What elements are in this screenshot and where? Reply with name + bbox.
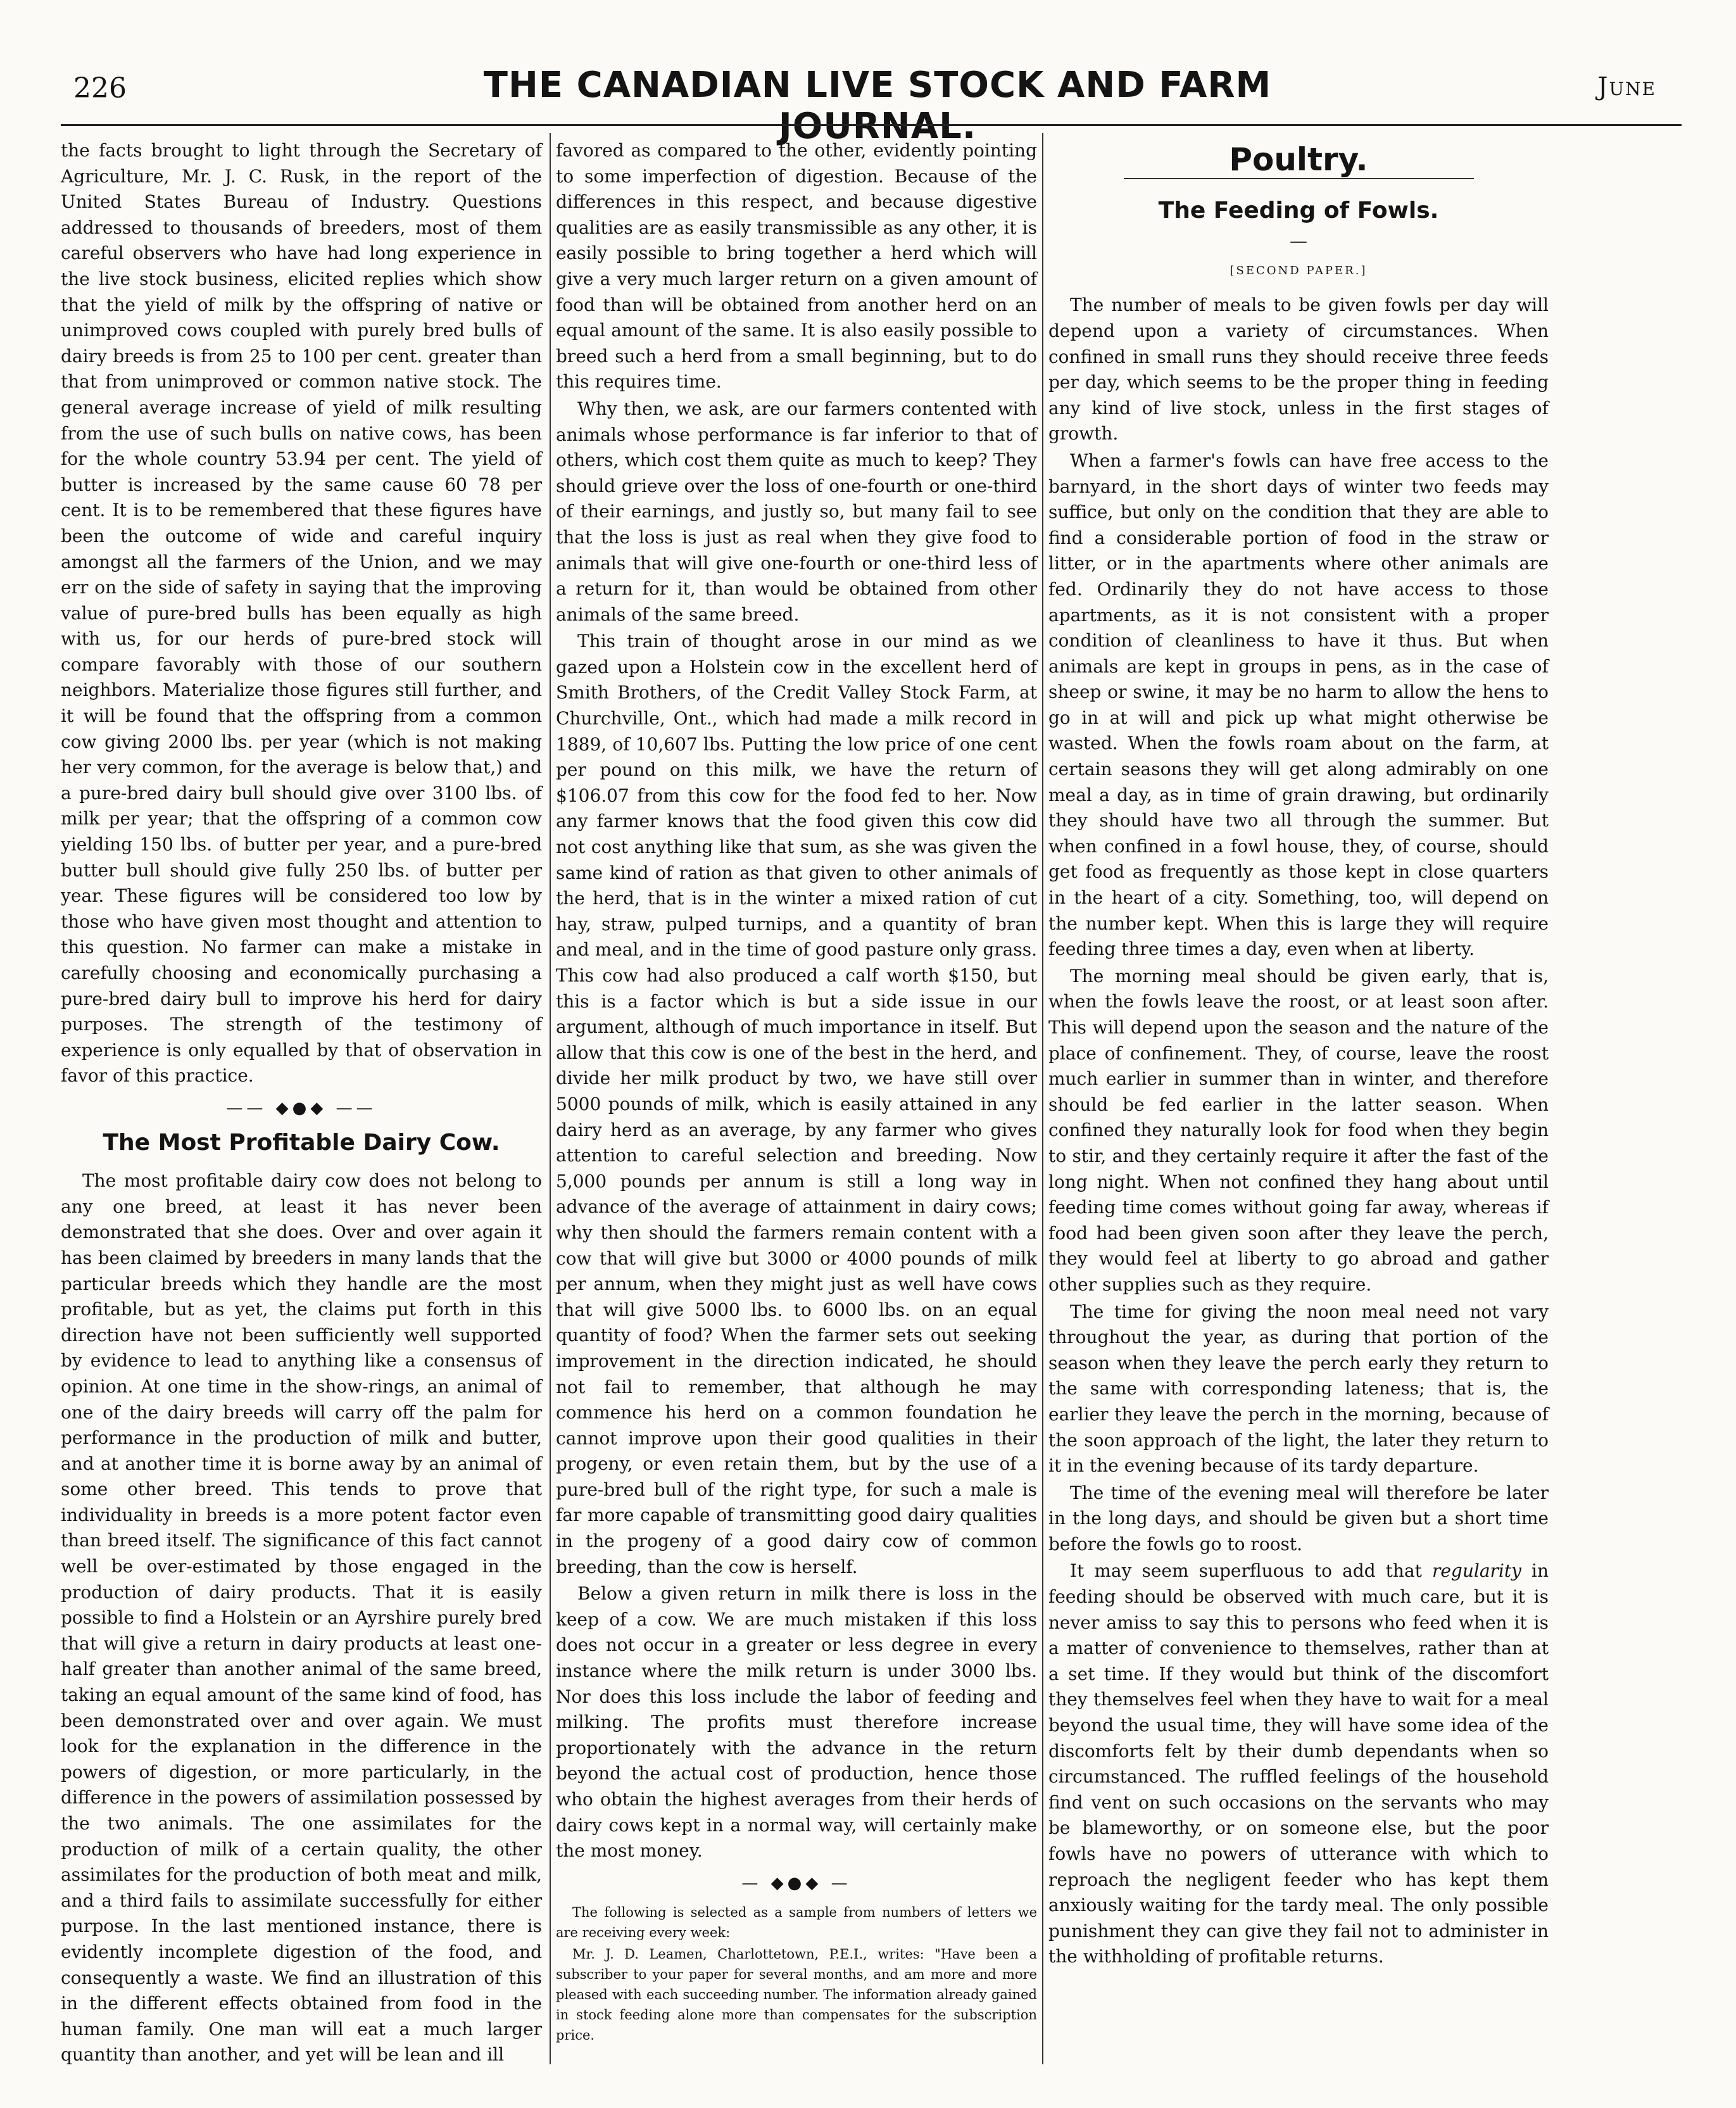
letters-section [556,1902,1037,2045]
column-left [61,138,542,2068]
paragraph: When a farmer's fowls can have free access to the barnyard, in the short days of winter two feeds may suffice, but only on the condition that they are able to find a considerable portion of food in the straw or litter, or in the apartments where other animals are fed. Ordinarily they do not have access to those apartments, as it is not consistent with a proper condition of cleanliness to have it thus. But when animals are kept in groups in pens, as in the case of sheep or swine, it may be no harm to allow the hens to go in at will and pick up what might otherwise be wasted. When the fowls roam about on the farm, at certain seasons they will get along admirably on one meal a day, as in time of grain drawing, but ordinarily they should have two all through the summer. But when confined in a fowl house, they, of course, should get food as frequently as those kept in close quarters in the heart of a city. Something, too, will depend on the number kept. When this is large they will require feeding three times a day, even when at liberty. [1048,450,1549,960]
issue-month: June [1597,72,1656,101]
paragraph: Why then, we ask, are our farmers contented with animals whose performance is far inferior to that of others, which cost them quite as much to keep? They should grieve over the loss of one-fourth or one-third of their earnings, and justly so, but many fail to see that the loss is just as real when they give food to animals that will give one-fourth or one-third less of a return for it, than would be obtained from other animals of the same breed. [556,398,1037,625]
paragraph: The most profitable dairy cow does not belong to any one breed, at least it has never been demonstrated that she does. Over and over again it has been claimed by breeders in many lands that the particular breeds which they handle are the most profitable, but as yet, the claims put forth in this direction have not been sufficiently well supported by evidence to lead to anything like a consensus of opinion. At one time in the show-rings, an animal of one of the dairy breeds will carry off the palm for performance in the production of milk and butter, and at another time it is borne away by an animal of some other breed. This tends to prove that individuality in breeds is a more potent factor even than breed itself. The significance of this fact cannot well be over-estimated by those engaged in the production of dairy products. That it is easily possible to find a Holstein or an Ayrshire purely bred that will give a return in dairy products at least one-half greater than another animal of the same breed, taking an equal amount of the same kind of food, has been demonstrated over and over again. We must look for the explanation in the difference in the powers of digestion, or more particularly, in the difference in the powers of assimilation possessed by the two animals. The one assimilates for the production of milk of a certain quality, the other assimilates for the production of both meat and milk, and a third fails to assimilate successfully for either purpose. In the last mentioned instance, there is evidently incomplete digestion of the food, and consequently a waste. We find an illustration of this in the different effects obtained from food in the human family. One man will eat a much larger quantity than another, and yet will be lean and ill [61,1170,542,2066]
paragraph: Below a given return in milk there is loss in the keep of a cow. We are much mistaken if this loss does not occur in a greater or less degree in every instance where the milk return is under 3000 lbs. Nor does this loss include the labor of feeding and milking. The profits must therefore increase proportionately with the advance in the return beyond the actual cost of production, hence those who obtain the highest averages from their herds of dairy cows kept in a normal way, will certainly make the most money. [556,1583,1037,1862]
paragraph: favored as compared to the other, evidently pointing to some imperfection of digestion. Because of the differences in this respect, and because digestive qualities are as easily transmissible as any other, it is easily possible to bring together a herd which will give a very much larger return on a given amount of food than will be obtained from another herd on an equal amount of the same. It is also easily possible to breed such a herd from a small beginning, but to do this requires time. [556,140,1037,393]
page-header [61,63,1682,147]
paragraph: The time of the evening meal will therefore be later in the long days, and should be given but a short time before the fowls go to roost. [1048,1482,1549,1555]
column-middle [556,138,1037,2045]
emphasis-regularity: regularity [1431,1560,1521,1582]
article-sub-label: [SECOND PAPER.] [1230,263,1368,277]
ornament-divider: —— ◆●◆ —— [226,1098,377,1118]
text-run: It may seem superfluous to add that [1070,1560,1432,1582]
article-heading-feeding-fowls: The Feeding of Fowls. [1158,197,1439,224]
column-divider [550,133,551,2064]
header-rule [61,124,1682,126]
ornament-divider: — ◆●◆ — [741,1873,852,1893]
paragraph: The morning meal should be given early, that is, when the fowls leave the roost, or at least soon after. This will depend upon the season and the nature of the place of confinement. They, of course, leave the roost much earlier in summer than in winter, and therefore should be fed earlier in the latter season. When confined they naturally look for food when they begin to stir, and they certainly require it after the fast of the long night. When not confined they hang about until feeding time comes without going far away, whereas if food had been given soon after they leave the perch, they would feel at liberty to go abroad and gather other supplies such as they require. [1048,965,1549,1295]
paragraph [1048,1558,1549,1970]
paragraph: The time for giving the noon meal need not vary throughout the year, as during that portion of the season when they leave the perch early they return to the same with corresponding lateness; that is, the earlier they leave the perch in the morning, because of the soon approach of the light, the later they return to it in the evening because of its tardy departure. [1048,1301,1549,1477]
journal-title: THE CANADIAN LIVE STOCK AND FARM JOURNAL. [483,65,1272,147]
page-number: 226 [73,72,127,104]
newspaper-page [61,63,1682,2077]
letters-intro: The following is selected as a sample from numbers of letters we are receiving every week: [556,1905,1037,1941]
paragraph: The number of meals to be given fowls per day will depend upon a variety of circumstances. When confined in small runs they should receive three feeds per day, which seems to be the proper thing in feeding any kind of live stock, unless in the first stages of growth. [1048,294,1549,445]
article-heading-dairy-cow: The Most Profitable Dairy Cow. [103,1129,500,1156]
reader-letter: Mr. J. D. Leamen, Charlottetown, P.E.I., writes: "Have been a subscriber to your paper for several months, and am more and more pleased with each succeeding number. The information already gained in stock feeding alone more than compensates for the subscription price. [556,1947,1037,2043]
paragraph: This train of thought arose in our mind as we gazed upon a Holstein cow in the excellent herd of Smith Brothers, of the Credit Valley Stock Farm, at Churchville, Ont., which had made a milk record in 1889, of 10,607 lbs. Putting the low price of one cent per pound on this milk, we have the return of $106.07 from this cow for the food fed to her. Now any farmer knows that the food given this cow did not cost anything like that sum, as she was given the same kind of ration as that given to other animals of the herd, that is in the winter a mixed ration of cut hay, straw, pulped turnips, and a quantity of bran and meal, and in the time of good pasture only grass. This cow had also produced a calf worth $150, but this is a factor which is but a side issue in our argument, although of much importance in itself. But allow that this cow is one of the best in the herd, and divide her milk product by two, we have still over 5000 pounds of milk, which is easily attained in any dairy herd as an average, by any farmer who gives attention to careful selection and breeding. Now 5,000 pounds per annum is still a long way in advance of the average of attainment in dairy cows; why then should the farmers remain content with a cow that will give but 3000 or 4000 pounds of milk per annum, when they might just as well have cows that will give 5000 lbs. to 6000 lbs. on an equal quantity of food? When the farmer sets out seeking improvement in the direction indicated, he should not fail to remember, that although he may commence his herd on a common foundation he cannot improve upon their good qualities in their progeny, or even retain them, but by the use of a pure-bred bull of the right type, for such a male is far more capable of transmitting good dairy qualities in the progeny of a good dairy cow of common breeding, than the cow is herself. [556,631,1037,1577]
heading-dash: — [1290,230,1307,252]
column-right [1048,138,1549,1970]
text-run: in feeding should be observed with much care, but it is never amiss to say this to persons who feed when it is a matter of convenience to themselves, rather than at a set time. If they would but think of the discomfort they themselves feel when they have to wait for a meal beyond the usual time, they will have some idea of the discomforts felt by their dumb dependants when so circumstanced. The ruffled feelings of the household find vent on such occasions on the servants who may be blameworthy, or on someone else, but the poor fowls have no powers of utterance with which to reproach the negligent feeder who has kept them anxiously waiting for the tardy meal. The only possible punishment they can give they fail not to administer in the withholding of profitable returns. [1048,1560,1549,1967]
section-heading-poultry: Poultry. [1229,141,1368,178]
paragraph: the facts brought to light through the Secretary of Agriculture, Mr. J. C. Rusk, in the report of the United States Bureau of Industry. Questions addressed to thousands of breeders, most of them careful observers who have had long experience in the live stock business, elicited replies which show that the yield of milk by the offspring of native or unimproved cows coupled with purely bred bulls of dairy breeds is from 25 to 100 per cent. greater than that from unimproved or common native stock. The general average increase of yield of milk resulting from the use of such bulls on native cows, has been for the whole country 53.94 per cent. The yield of butter is increased by the same cause 60 78 per cent. It is to be remembered that these figures have been the outcome of wide and careful inquiry amongst all the farmers of the Union, and we may err on the side of safety in saying that the improving value of pure-bred bulls has been equally as high with us, for our herds of pure-bred stock will compare favorably with those of our southern neighbors. Materialize those figures still further, and it will be found that the offspring from a common cow giving 2000 lbs. per year (which is not making her very common, for the average is below that,) and a pure-bred dairy bull should give over 3100 lbs. of milk per year; that the offspring of a common cow yielding 150 lbs. of butter per year, and a pure-bred butter bull should give fully 250 lbs. of butter per year. These figures will be considered too low by those who have given most thought and attention to this question. No farmer can make a mistake in carefully choosing and economically purchasing a pure-bred dairy bull to improve his herd for dairy purposes. The strength of the testimony of experience is only equalled by that of observation in favor of this practice. [61,140,542,1087]
column-divider [1042,133,1043,2064]
